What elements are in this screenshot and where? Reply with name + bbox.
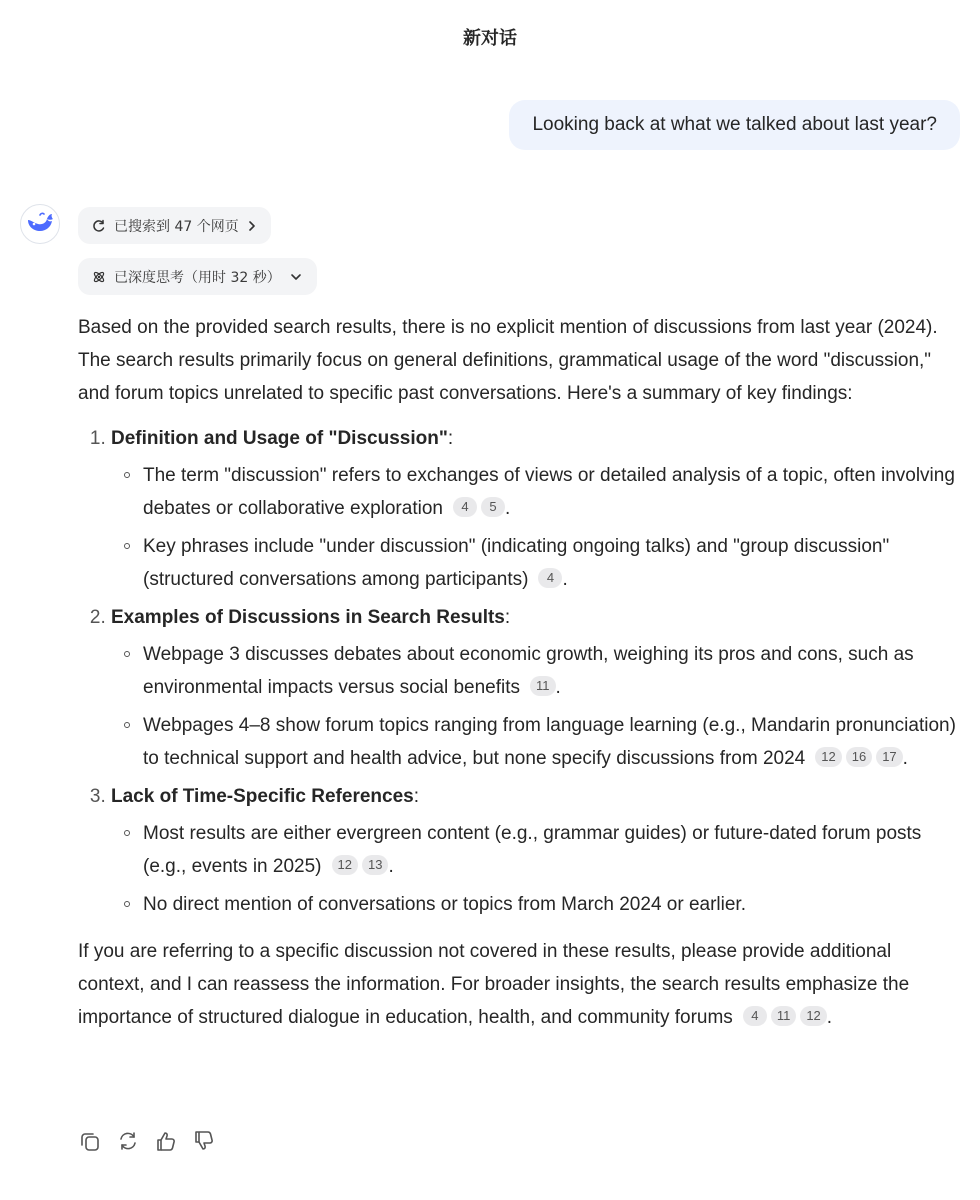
finding-bullets xyxy=(111,638,962,775)
search-refresh-icon xyxy=(92,219,106,233)
regenerate-button[interactable] xyxy=(116,1130,139,1156)
answer-intro: Based on the provided search results, there is no explicit mention of discussions from last year (2024). The search results primarily focus on general definitions, grammatical usage of the word "discussion," and forum topics unrelated to specific past conversations. Here's a summary of key findings: xyxy=(78,317,938,404)
citation-badge[interactable]: 12 xyxy=(815,747,841,767)
dislike-button[interactable] xyxy=(192,1130,215,1156)
finding-heading: Definition and Usage of "Discussion" xyxy=(111,428,448,449)
copy-button[interactable] xyxy=(78,1130,101,1156)
findings-list xyxy=(78,422,962,921)
list-item: The term "discussion" refers to exchanges of views or detailed analysis of a topic, often involving debates or collaborative exploration 4 5 . xyxy=(143,459,962,525)
finding-bullets xyxy=(111,459,962,596)
finding-heading: Lack of Time-Specific References xyxy=(111,786,414,807)
bullet-text: The term "discussion" refers to exchanges of views or detailed analysis of a topic, often involving debates or collaborative exploration xyxy=(143,465,955,519)
assistant-answer xyxy=(78,311,962,1034)
closing-text: If you are referring to a specific discussion not covered in these results, please provide additional context, and I can reassess the information. For broader insights, the search results emphasize the importance of structured dialogue in education, health, and community forums xyxy=(78,941,910,1028)
page-title: 新对话 xyxy=(463,28,517,49)
copy-icon xyxy=(79,1130,101,1157)
user-message: Looking back at what we talked about last year? xyxy=(509,100,960,150)
bullet-text: Most results are either evergreen content (e.g., grammar guides) or future-dated forum posts (e.g., events in 2025) xyxy=(143,823,922,877)
list-item: Most results are either evergreen content (e.g., grammar guides) or future-dated forum posts (e.g., events in 2025) 12 13 . xyxy=(143,817,962,883)
deepseek-whale-icon xyxy=(26,211,54,238)
list-item: Webpage 3 discusses debates about economic growth, weighing its pros and cons, such as environmental impacts versus social benefits 11 . xyxy=(143,638,962,704)
citation-badge[interactable]: 17 xyxy=(876,747,902,767)
citation-badge[interactable]: 4 xyxy=(743,1006,767,1026)
citation-badge[interactable]: 4 xyxy=(538,568,562,588)
chevron-down-icon xyxy=(289,272,303,282)
finding-item: 2. Examples of Discussions in Search Results: Webpage 3 discusses debates about economic growth, weighing its pros and cons, such as environmental impacts versus social benefits 11 . Webpages 4–8 show forum topics ranging from language learning (e.g., Mandarin pronunciation) to technical support and health advice, but none specify discussions from 2024 12 16 17 . xyxy=(111,601,962,775)
citation-badge[interactable]: 5 xyxy=(481,497,505,517)
bullet-text: Webpage 3 discusses debates about economic growth, weighing its pros and cons, such as environmental impacts versus social benefits xyxy=(143,644,914,698)
finding-item: 1. Definition and Usage of "Discussion": The term "discussion" refers to exchanges of views or detailed analysis of a topic, often involving debates or collaborative exploration 4 5 . Key phrases include "under discussion" (indicating ongoing talks) and "group discussion" (structured conversations among participants) 4 . xyxy=(111,422,962,596)
finding-item: 3. Lack of Time-Specific References: Most results are either evergreen content (e.g., grammar guides) or future-dated forum posts (e.g., events in 2025) 12 13 . No direct mention of conversations or topics from March 2024 or earlier. xyxy=(111,780,962,921)
citation-badge[interactable]: 12 xyxy=(332,855,358,875)
bullet-text: Webpages 4–8 show forum topics ranging from language learning (e.g., Mandarin pronunciation) to technical support and health advice, but none specify discussions from 2024 xyxy=(143,715,956,769)
refresh-icon xyxy=(117,1130,139,1157)
citation-badge[interactable]: 4 xyxy=(453,497,477,517)
citation-badge[interactable]: 16 xyxy=(846,747,872,767)
like-button[interactable] xyxy=(154,1130,177,1156)
list-item xyxy=(143,888,962,921)
citation-badge[interactable]: 12 xyxy=(800,1006,826,1026)
think-pill-label: 已深度思考（用时 32 秒） xyxy=(114,269,281,286)
chevron-right-icon xyxy=(247,220,257,232)
list-item: Webpages 4–8 show forum topics ranging from language learning (e.g., Mandarin pronunciation) to technical support and health advice, but none specify discussions from 2024 12 16 17 . xyxy=(143,709,962,775)
citation-badge[interactable]: 11 xyxy=(771,1006,797,1026)
citation-badge[interactable]: 11 xyxy=(530,676,556,696)
list-item: Key phrases include "under discussion" (indicating ongoing talks) and "group discussion" (structured conversations among participants) 4 . xyxy=(143,530,962,596)
message-actions xyxy=(78,1130,215,1156)
answer-closing: If you are referring to a specific discussion not covered in these results, please provide additional context, and I can reassess the information. For broader insights, the search results emphasize the importance of structured dialogue in education, health, and community forums 4 11 12 . xyxy=(78,941,910,1028)
finding-bullets xyxy=(111,817,962,921)
finding-heading: Examples of Discussions in Search Results xyxy=(111,607,505,628)
citation-badge[interactable]: 13 xyxy=(362,855,388,875)
deep-thinking-toggle[interactable] xyxy=(78,258,317,295)
bullet-text: Key phrases include "under discussion" (indicating ongoing talks) and "group discussion" (structured conversations among participants) xyxy=(143,536,890,590)
atom-icon xyxy=(92,270,106,284)
bullet-text: No direct mention of conversations or topics from March 2024 or earlier. xyxy=(143,894,746,915)
search-pill-label: 已搜索到 47 个网页 xyxy=(114,218,239,235)
assistant-avatar xyxy=(20,204,60,244)
thumbs-down-icon xyxy=(193,1130,215,1157)
search-results-toggle[interactable] xyxy=(78,207,271,244)
thumbs-up-icon xyxy=(155,1130,177,1157)
